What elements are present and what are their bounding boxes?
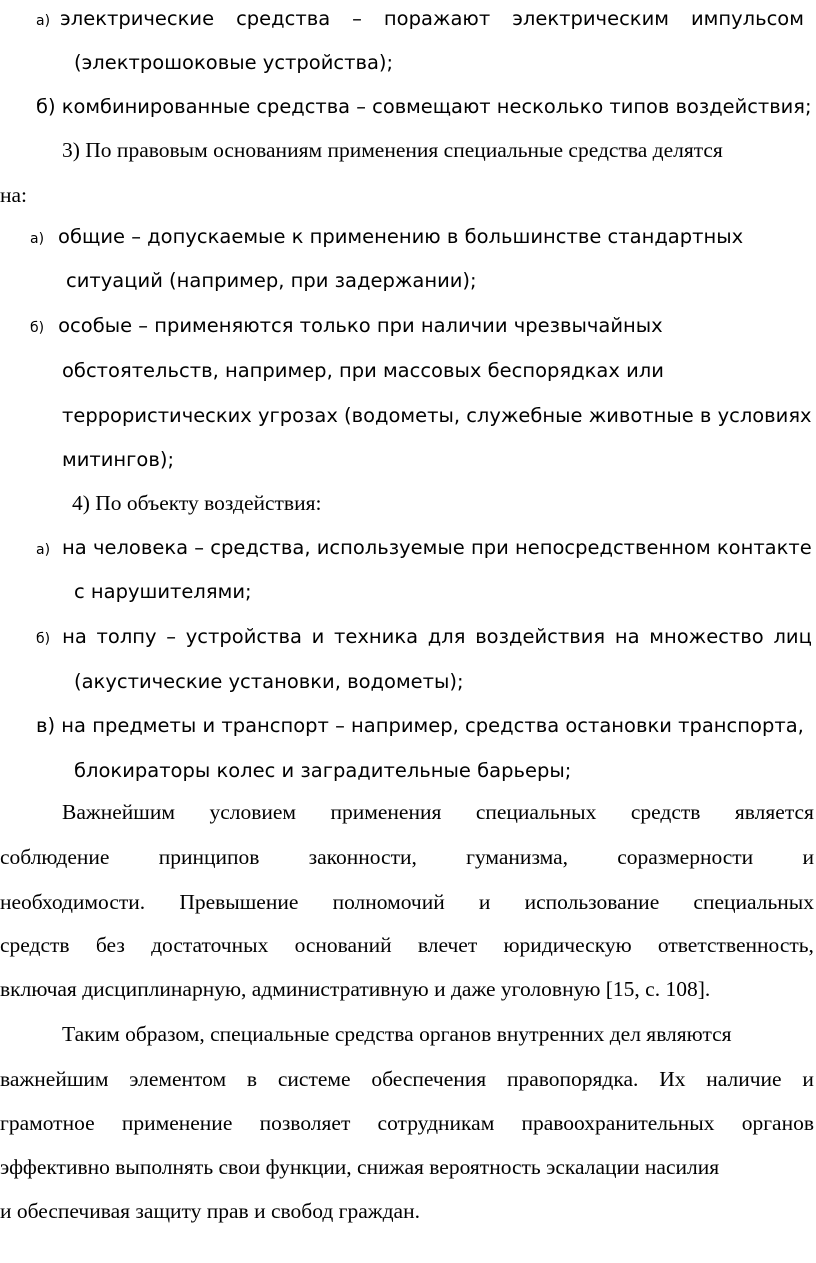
- word: средства: [236, 7, 331, 30]
- item-text: общие – допускаемые к применению в большинстве стандартных: [58, 225, 744, 248]
- word: устройства: [185, 625, 302, 648]
- section4-item-a-line1: [36, 538, 812, 558]
- section3-item-b-line3: террористических угрозах (водометы, служебные животные в условиях: [62, 404, 812, 427]
- paragraph1-line2: соблюдение принципов законности, гуманизма, соразмерности и: [0, 845, 814, 869]
- item-text: особые – применяются только при наличии чрезвычайных: [58, 314, 663, 337]
- section3-item-b-line2: обстоятельств, например, при массовых беспорядках или: [62, 359, 664, 382]
- word: электрическим: [512, 7, 669, 30]
- paragraph2-line4: эффективно выполнять свои функции, снижая вероятность эскалации насилия: [0, 1155, 720, 1179]
- list1-item-a-line1: [36, 9, 804, 29]
- word: лиц: [773, 625, 812, 648]
- section4-item-b-line1: [36, 627, 812, 647]
- paragraph2-line2: важнейшим элементом в системе обеспечения правопорядка. Их наличие и: [0, 1067, 814, 1091]
- section3-item-b-line1: [30, 316, 663, 336]
- list1-item-a-line2: (электрошоковые устройства);: [74, 51, 394, 74]
- paragraph1-line5: включая дисциплинарную, административную и даже уголовную [15, с. 108].: [0, 977, 711, 1001]
- word: множество: [649, 625, 764, 648]
- word: –: [166, 625, 177, 648]
- list-marker: б): [30, 320, 45, 336]
- word: воздействия: [475, 625, 606, 648]
- paragraph2-line1: Таким образом, специальные средства органов внутренних дел являются: [62, 1022, 732, 1046]
- section3-item-a-line2: ситуаций (например, при задержании);: [66, 269, 477, 292]
- word: поражают: [383, 7, 491, 30]
- paragraph2-line5: и обеспечивая защиту прав и свобод граждан.: [0, 1199, 420, 1223]
- list-marker: а): [36, 542, 51, 558]
- list-marker: б) на: [36, 625, 87, 648]
- word: на: [614, 625, 640, 648]
- list-marker: а) электрические: [36, 7, 215, 30]
- word: техника: [334, 625, 419, 648]
- section4-item-b-line2: (акустические установки, водометы);: [74, 670, 464, 693]
- paragraph2-line3: грамотное применение позволяет сотрудникам правоохранительных органов: [0, 1111, 814, 1135]
- section4-item-a-line2: с нарушителями;: [74, 580, 252, 603]
- section3-heading-cont: на:: [0, 183, 28, 207]
- item-text: на человека – средства, используемые при непосредственном контакте: [62, 536, 812, 559]
- word: –: [352, 7, 362, 30]
- paragraph1-line3: необходимости. Превышение полномочий и использование специальных: [0, 890, 814, 914]
- section4-item-c-line1: в) на предметы и транспорт – например, средства остановки транспорта,: [36, 714, 804, 737]
- list1-item-b: б) комбинированные средства – совмещают несколько типов воздействия;: [36, 95, 812, 118]
- paragraph1-line1: Важнейшим условием применения специальных средств является: [62, 800, 814, 824]
- paragraph1-line4: средств без достаточных оснований влечет юридическую ответственность,: [0, 933, 814, 957]
- section3-item-a-line1: [30, 227, 743, 247]
- word: импульсом: [690, 7, 804, 30]
- section3-item-b-line4: митингов);: [62, 448, 175, 471]
- section4-heading: 4) По объекту воздействия:: [72, 491, 322, 515]
- section4-item-c-line2: блокираторы колес и заградительные барьеры;: [74, 759, 572, 782]
- word: толпу: [96, 625, 157, 648]
- section3-heading: 3) По правовым основаниям применения специальные средства делятся: [62, 138, 723, 162]
- word: и: [311, 625, 325, 648]
- list-marker: а): [30, 231, 45, 247]
- word: для: [427, 625, 466, 648]
